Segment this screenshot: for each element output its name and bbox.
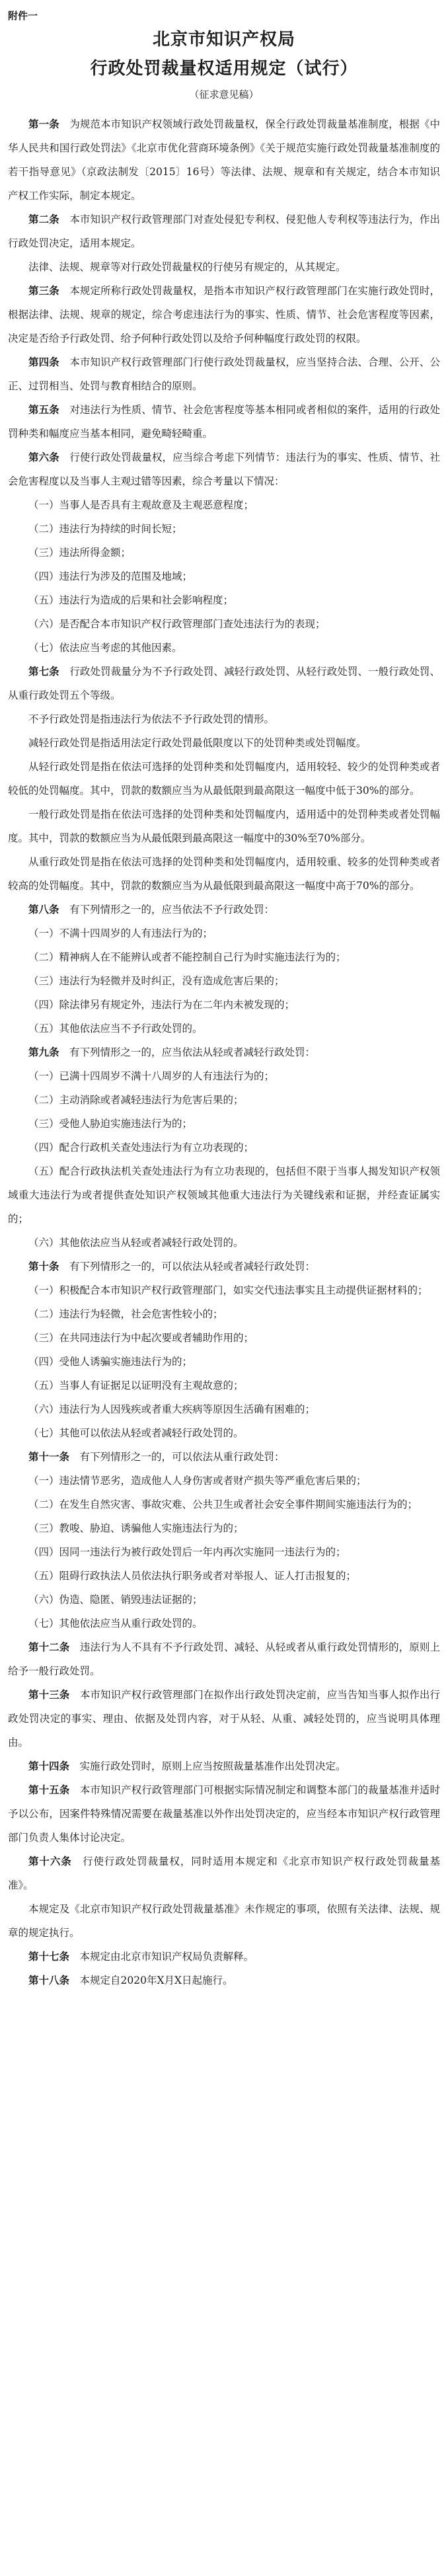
clause-paragraph [8, 1350, 440, 1374]
article-number: 第十四条 [28, 1760, 70, 1772]
paragraph-text: （四）受他人诱骗实施违法行为的； [28, 1356, 193, 1368]
paragraph-text: 为规范本市知识产权领域行政处罚裁量权，保全行政处罚裁量基准制度，根据《中华人民共和国行政处罚法》《北京市优化营商环境条例》《关于规范实施行政处罚裁量基准制度的若干指导意见》（京政法制发〔2015〕16号）等法律、法规、规章和有关规定，结合本市知识产权工作实际，制定本规定。 [8, 118, 440, 202]
clause-paragraph [8, 517, 440, 541]
clause-paragraph [8, 1469, 440, 1493]
article-number: 第十条 [28, 1261, 59, 1272]
paragraph-text: 本规定自2020年X月X日起施行。 [79, 1974, 233, 1986]
paragraph-text: （七）依法应当考虑的其他因素。 [28, 642, 182, 654]
document-subtitle: （征求意见稿） [189, 89, 259, 100]
document-body [8, 112, 440, 1992]
paragraph-text: （四）配合行政机关查处违法行为有立功表现的； [28, 1142, 254, 1153]
paragraph-text: （六）违法行为人因残疾或者重大疾病等原因生活确有困难的； [28, 1403, 316, 1415]
paragraph-text: （一）违法情节恶劣，造成他人人身伤害或者财产损失等严重危害后果的； [28, 1475, 367, 1487]
clause-paragraph [8, 945, 440, 969]
clause-paragraph [8, 1278, 440, 1302]
paragraph-text: 一般行政处罚是指在依法可选择的处罚种类和处罚幅度内，适用适中的处罚种类或者处罚幅度。其中，罚款的数额应当为从最低限到最高限这一幅度中的30%至70%部分。 [8, 808, 440, 844]
article-number: 第十二条 [28, 1641, 70, 1653]
clause-paragraph [8, 1588, 440, 1612]
article-number: 第二条 [28, 214, 59, 225]
clause-paragraph [8, 1897, 440, 1945]
paragraph-text: （三）受他人胁迫实施违法行为的； [28, 1118, 193, 1130]
paragraph-text: （一）不满十四周岁的人有违法行为的； [28, 927, 213, 939]
paragraph-text: （五）违法行为造成的后果和社会影响程度； [28, 594, 234, 606]
paragraph-text: 行政处罚裁量分为不予行政处罚、减轻行政处罚、从轻行政处罚、一般行政处罚、从重行政处罚五个等级。 [8, 666, 440, 701]
paragraph-text: （四）除法律另有规定外，违法行为在二年内未被发现的； [28, 999, 295, 1011]
article-paragraph [8, 1683, 440, 1754]
article-number: 第十七条 [28, 1951, 70, 1963]
document-title-line-2: 行政处罚裁量权适用规定（试行） [90, 59, 358, 79]
paragraph-text: （二）违法行为持续的时间长短； [28, 523, 182, 535]
article-number: 第四条 [28, 356, 59, 368]
paragraph-text: 有下列情形之一的，应当依法不予行政处罚： [69, 904, 275, 916]
clause-paragraph [8, 802, 440, 850]
article-number: 第十六条 [28, 1855, 72, 1867]
article-paragraph [8, 1754, 440, 1778]
paragraph-text: 有下列情形之一的，应当依法从轻或者减轻行政处罚： [69, 1046, 316, 1058]
paragraph-text: 本市知识产权行政管理部门在拟作出行政处罚决定前，应当告知当事人拟作出行政处罚决定的事实、理由、依据及处罚内容，对于从轻、从重、减轻处罚的，应当说明具体理由。 [8, 1689, 440, 1748]
clause-paragraph [8, 1302, 440, 1326]
paragraph-text: （三）违法所得金额； [28, 547, 131, 559]
clause-paragraph [8, 1326, 440, 1350]
paragraph-text: （四）因同一违法行为被行政处罚后一年内再次实施同一违法行为的； [28, 1546, 346, 1558]
clause-paragraph [8, 588, 440, 612]
clause-paragraph [8, 1397, 440, 1421]
paragraph-text: （二）违法行为轻微，社会危害性较小的； [28, 1308, 223, 1320]
paragraph-text: 对违法行为性质、情节、社会危害程度等基本相同或者相似的案件，适用的行政处罚种类和幅度应当基本相同，避免畸轻畸重。 [8, 404, 440, 440]
clause-paragraph [8, 1374, 440, 1397]
paragraph-text: （一）已满十四周岁不满十八周岁的人有违法行为的； [28, 1070, 275, 1082]
attachment-label: 附件一 [8, 10, 38, 22]
paragraph-text: （五）其他依法应当不予行政处罚的。 [28, 1023, 203, 1034]
article-number: 第六条 [28, 451, 59, 463]
paragraph-text: （一）当事人是否具有主观故意及主观恶意程度； [28, 499, 254, 511]
paragraph-text: （五）配合行政执法机关查处违法行为有立功表现的，包括但不限于当事人揭发知识产权领域重大违法行为或者提供查处知识产权领域其他重大违法行为关键线索和证据，并经查证属实的； [8, 1165, 440, 1225]
paragraph-text: 实施行政处罚时，原则上应当按照裁量基准作出处罚决定。 [79, 1760, 346, 1772]
paragraph-text: 本市知识产权行政管理部门对查处侵犯专利权、侵犯他人专利权等违法行为，作出行政处罚决定，适用本规定。 [8, 214, 440, 249]
article-paragraph [8, 1945, 440, 1969]
paragraph-text: 本市知识产权行政管理部门可根据实际情况制定和调整本部门的裁量基准并适时予以公布，因案件特殊情况需要在裁量基准以外作出处罚决定的，应当经本市知识产权行政管理部门负责人集体讨论决定。 [8, 1784, 440, 1844]
article-number: 第十一条 [28, 1451, 70, 1463]
paragraph-text: （六）伪造、隐匿、销毁违法证据的； [28, 1594, 203, 1606]
article-number: 第十三条 [28, 1689, 70, 1701]
clause-paragraph [8, 612, 440, 636]
article-paragraph [8, 1778, 440, 1850]
article-number: 第十八条 [28, 1974, 70, 1986]
paragraph-text: （三）违法行为轻微并及时纠正，没有造成危害后果的； [28, 975, 285, 987]
paragraph-text: 本规定所称行政处罚裁量权，是指本市知识产权行政管理部门在实施行政处罚时，根据法律、法规、规章的规定，综合考虑违法行为的事实、性质、情节、社会危害程度等因素，决定是否给予行政处罚、给予何种行政处罚以及给予何种幅度行政处罚的权限。 [8, 285, 440, 344]
article-paragraph [8, 279, 440, 350]
paragraph-text: 从重行政处罚是指在依法可选择的处罚种类和处罚幅度内，适用较重、较多的处罚种类或者较高的处罚幅度。其中，罚款的数额应当为从最低限到最高限这一幅度中高于70%的部分。 [8, 856, 440, 892]
clause-paragraph [8, 636, 440, 660]
article-paragraph [8, 112, 440, 208]
clause-paragraph [8, 1136, 440, 1159]
clause-paragraph [8, 1112, 440, 1136]
article-paragraph [8, 1255, 440, 1278]
clause-paragraph [8, 755, 440, 802]
clause-paragraph [8, 1231, 440, 1255]
article-number: 第三条 [28, 285, 59, 297]
article-paragraph [8, 660, 440, 707]
clause-paragraph [8, 541, 440, 565]
paragraph-text: 本市知识产权行政管理部门行使行政处罚裁量权，应当坚持合法、合理、公开、公正、过罚相当、处罚与教育相结合的原则。 [8, 356, 440, 392]
paragraph-text: （五）当事人有证据足以证明没有主观故意的； [28, 1380, 244, 1391]
clause-paragraph [8, 731, 440, 755]
clause-paragraph [8, 969, 440, 993]
clause-paragraph [8, 1421, 440, 1445]
clause-paragraph [8, 1159, 440, 1231]
article-paragraph [8, 1445, 440, 1469]
article-paragraph [8, 898, 440, 921]
paragraph-text: 不予行政处罚是指违法行为依法不予行政处罚的情形。 [28, 713, 275, 725]
document-title-line-1: 北京市知识产权局 [152, 30, 295, 50]
paragraph-text: （六）其他依法应当从轻或者减轻行政处罚的。 [28, 1237, 244, 1249]
article-number: 第九条 [28, 1046, 59, 1058]
paragraph-text: （七）其他依法应当从重行政处罚的。 [28, 1618, 203, 1629]
paragraph-text: （二）精神病人在不能辨认或者不能控制自己行为时实施违法行为的； [28, 951, 346, 963]
clause-paragraph [8, 1088, 440, 1112]
article-paragraph [8, 1635, 440, 1683]
clause-paragraph [8, 565, 440, 588]
clause-paragraph [8, 1493, 440, 1516]
article-number: 第五条 [28, 404, 59, 416]
paragraph-text: （一）积极配合本市知识产权行政管理部门，如实交代违法事实且主动提供证据材料的； [28, 1284, 428, 1296]
paragraph-text: 法律、法规、规章等对行政处罚裁量权的行使另有规定的，从其规定。 [28, 261, 346, 273]
clause-paragraph [8, 255, 440, 279]
clause-paragraph [8, 850, 440, 898]
paragraph-text: 有下列情形之一的，可以依法从轻或者减轻行政处罚： [69, 1261, 316, 1272]
article-number: 第十五条 [28, 1784, 70, 1796]
clause-paragraph [8, 1612, 440, 1635]
clause-paragraph [8, 993, 440, 1017]
clause-paragraph [8, 921, 440, 945]
article-paragraph [8, 398, 440, 446]
article-paragraph [8, 1040, 440, 1064]
paragraph-text: （二）在发生自然灾害、事故灾难、公共卫生或者社会安全事件期间实施违法行为的； [28, 1499, 418, 1510]
article-paragraph [8, 350, 440, 398]
paragraph-text: （六）是否配合本市知识产权行政管理部门查处违法行为的表现； [28, 618, 326, 630]
clause-paragraph [8, 493, 440, 517]
clause-paragraph [8, 1540, 440, 1564]
paragraph-text: （四）违法行为涉及的范围及地域； [28, 570, 193, 582]
paragraph-text: （三）教唆、胁迫、诱骗他人实施违法行为的； [28, 1522, 244, 1534]
clause-paragraph [8, 707, 440, 731]
article-paragraph [8, 1850, 440, 1897]
paragraph-text: 行使行政处罚裁量权，应当综合考虑下列情节：违法行为的事实、性质、情节、社会危害程度以及当事人主观过错等因素，综合考量以下情况： [8, 451, 440, 487]
article-paragraph [8, 208, 440, 255]
article-paragraph [8, 446, 440, 493]
paragraph-text: 本规定由北京市知识产权局负责解释。 [79, 1951, 254, 1963]
clause-paragraph [8, 1064, 440, 1088]
article-number: 第一条 [28, 118, 59, 130]
article-number: 第八条 [28, 904, 59, 916]
paragraph-text: 违法行为人不具有不予行政处罚、减轻、从轻或者从重行政处罚情形的，原则上给予一般行政处罚。 [8, 1641, 440, 1677]
article-number: 第七条 [28, 666, 59, 678]
clause-paragraph [8, 1017, 440, 1040]
paragraph-text: （五）阻碍行政执法人员依法执行职务或者对举报人、证人打击报复的； [28, 1570, 357, 1582]
paragraph-text: 从轻行政处罚是指在依法可选择的处罚种类和处罚幅度内，适用较轻、较少的处罚种类或者较低的处罚幅度。其中，罚款的数额应当为从最低限到最高限这一幅度中低于30%的部分。 [8, 761, 440, 797]
paragraph-text: 行使行政处罚裁量权，同时适用本规定和《北京市知识产权行政处罚裁量基准》。 [8, 1855, 440, 1891]
paragraph-text: 减轻行政处罚是指适用法定行政处罚最低限度以下的处罚种类或处罚幅度。 [28, 737, 367, 749]
paragraph-text: 本规定及《北京市知识产权行政处罚裁量基准》未作规定的事项，依照有关法律、法规、规章的规定执行。 [8, 1903, 440, 1939]
clause-paragraph [8, 1516, 440, 1540]
paragraph-text: （七）其他可以依法从轻或者减轻行政处罚的。 [28, 1427, 244, 1439]
article-paragraph [8, 1969, 440, 1992]
paragraph-text: 有下列情形之一的，可以依法从重行政处罚： [79, 1451, 285, 1463]
clause-paragraph [8, 1564, 440, 1588]
paragraph-text: （三）在共同违法行为中起次要或者辅助作用的； [28, 1332, 254, 1344]
paragraph-text: （二）主动消除或者减轻违法行为危害后果的； [28, 1094, 244, 1106]
